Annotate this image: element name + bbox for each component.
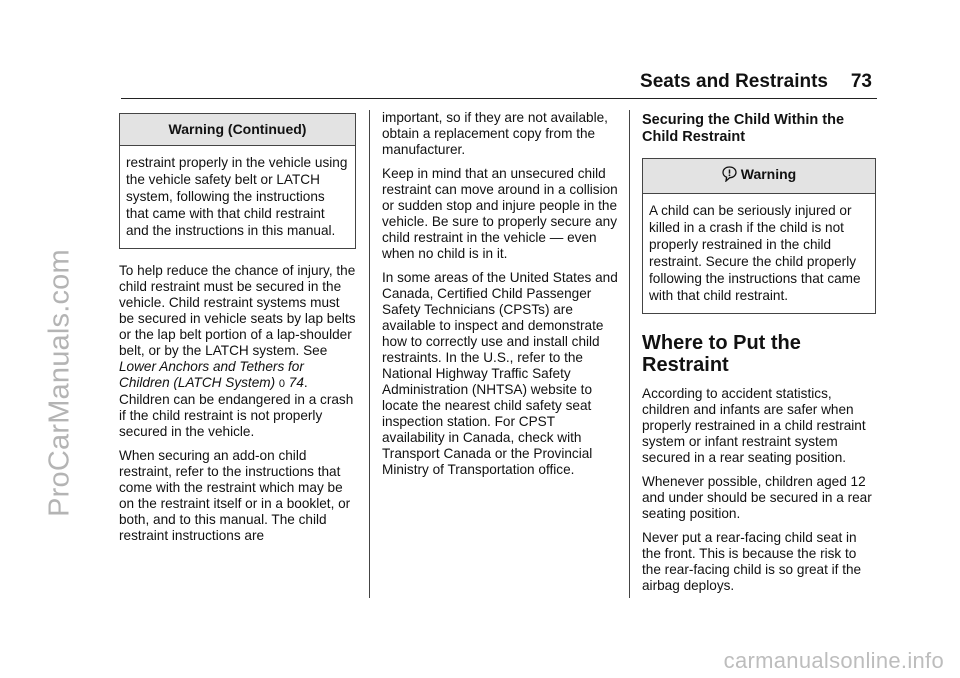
warning-continued-box	[119, 113, 356, 249]
bottom-watermark: carmanualsonline.info	[723, 648, 944, 673]
column-divider-1	[369, 110, 370, 598]
column-2	[382, 110, 618, 486]
side-watermark: ProCarManuals.com	[43, 249, 76, 517]
paragraph-rear-facing: Never put a rear-facing child seat in the front. This is because the risk to the rear-facing child is so great if the airbag deploys.	[642, 530, 862, 593]
paragraph-children-aged-12: Whenever possible, children aged 12 and under should be secured in a rear seating position.	[642, 474, 872, 521]
paragraph-text: To help reduce the chance of injury, the child restraint must be secured in the vehicle. Child restraint systems must be secured in vehicle seats by lap belts or the lap belt portion of a lap-shoulder belt, or by the LATCH system. See	[119, 263, 356, 358]
warning-speech-icon	[722, 166, 737, 185]
column-1	[119, 113, 356, 552]
warning-box	[642, 158, 876, 314]
warning-continued-heading: Warning (Continued)	[120, 114, 355, 146]
column-3	[642, 112, 876, 602]
warning-heading-label: Warning	[740, 166, 797, 182]
header-rule	[121, 98, 877, 99]
page-reference-arrow: 0	[278, 378, 286, 390]
latch-reference-link[interactable]: Lower Anchors and Tethers for Children (LATCH System)	[119, 359, 304, 390]
paragraph-accident-statistics: According to accident statistics, children and infants are safer when properly restrained in a child restraint system or infant restraint system secured in a rear seating position.	[642, 386, 866, 465]
warning-heading	[643, 159, 875, 194]
warning-continued-text: restraint properly in the vehicle using the vehicle safety belt or LATCH system, following the instructions that came with that child restraint and the instructions in this manual.	[126, 155, 348, 238]
paragraph-add-on-restraint: When securing an add-on child restraint, refer to the instructions that come with the restraint which may be on the restraint itself or in a booklet, or both, and to this manual. The child restraint instructions are	[119, 448, 351, 543]
paragraph-unsecured-restraint: Keep in mind that an unsecured child restraint can move around in a collision or sudden stop and injure people in the vehicle. Be sure to properly secure any child restraint in the vehicle — even when no child is in it.	[382, 166, 618, 261]
paragraph-cpst: In some areas of the United States and Canada, Certified Child Passenger Safety Technicians (CPSTs) are available to inspect and demonstrate how to correctly use and install child restraints. In the U.S., refer to the National Highway Traffic Safety Administration (NHTSA) website to locate the nearest child safety seat inspection station. For CPST availability in Canada, check with Transport Canada or the Provincial Ministry of Transportation office.	[382, 270, 618, 477]
paragraph-text-end: . Children can be endangered in a crash if the child restraint is not properly secured in the vehicle.	[119, 375, 354, 439]
section-title-where-to-put: Where to Put the Restraint	[642, 332, 801, 376]
warning-text: A child can be seriously injured or killed in a crash if the child is not properly restrained in the child restraint. Secure the child properly following the instructions that came with that child restraint.	[649, 203, 861, 303]
paragraph-securing-restraint	[119, 263, 356, 440]
column-divider-2	[629, 110, 630, 598]
page-number: 73	[850, 71, 872, 92]
page-header-title: Seats and Restraints	[640, 71, 828, 92]
page-reference-number[interactable]: 74	[288, 375, 304, 390]
paragraph-instructions-important: important, so if they are not available, obtain a replacement copy from the manufacturer.	[382, 110, 608, 157]
subheading-securing-child: Securing the Child Within the Child Restraint	[642, 112, 845, 145]
